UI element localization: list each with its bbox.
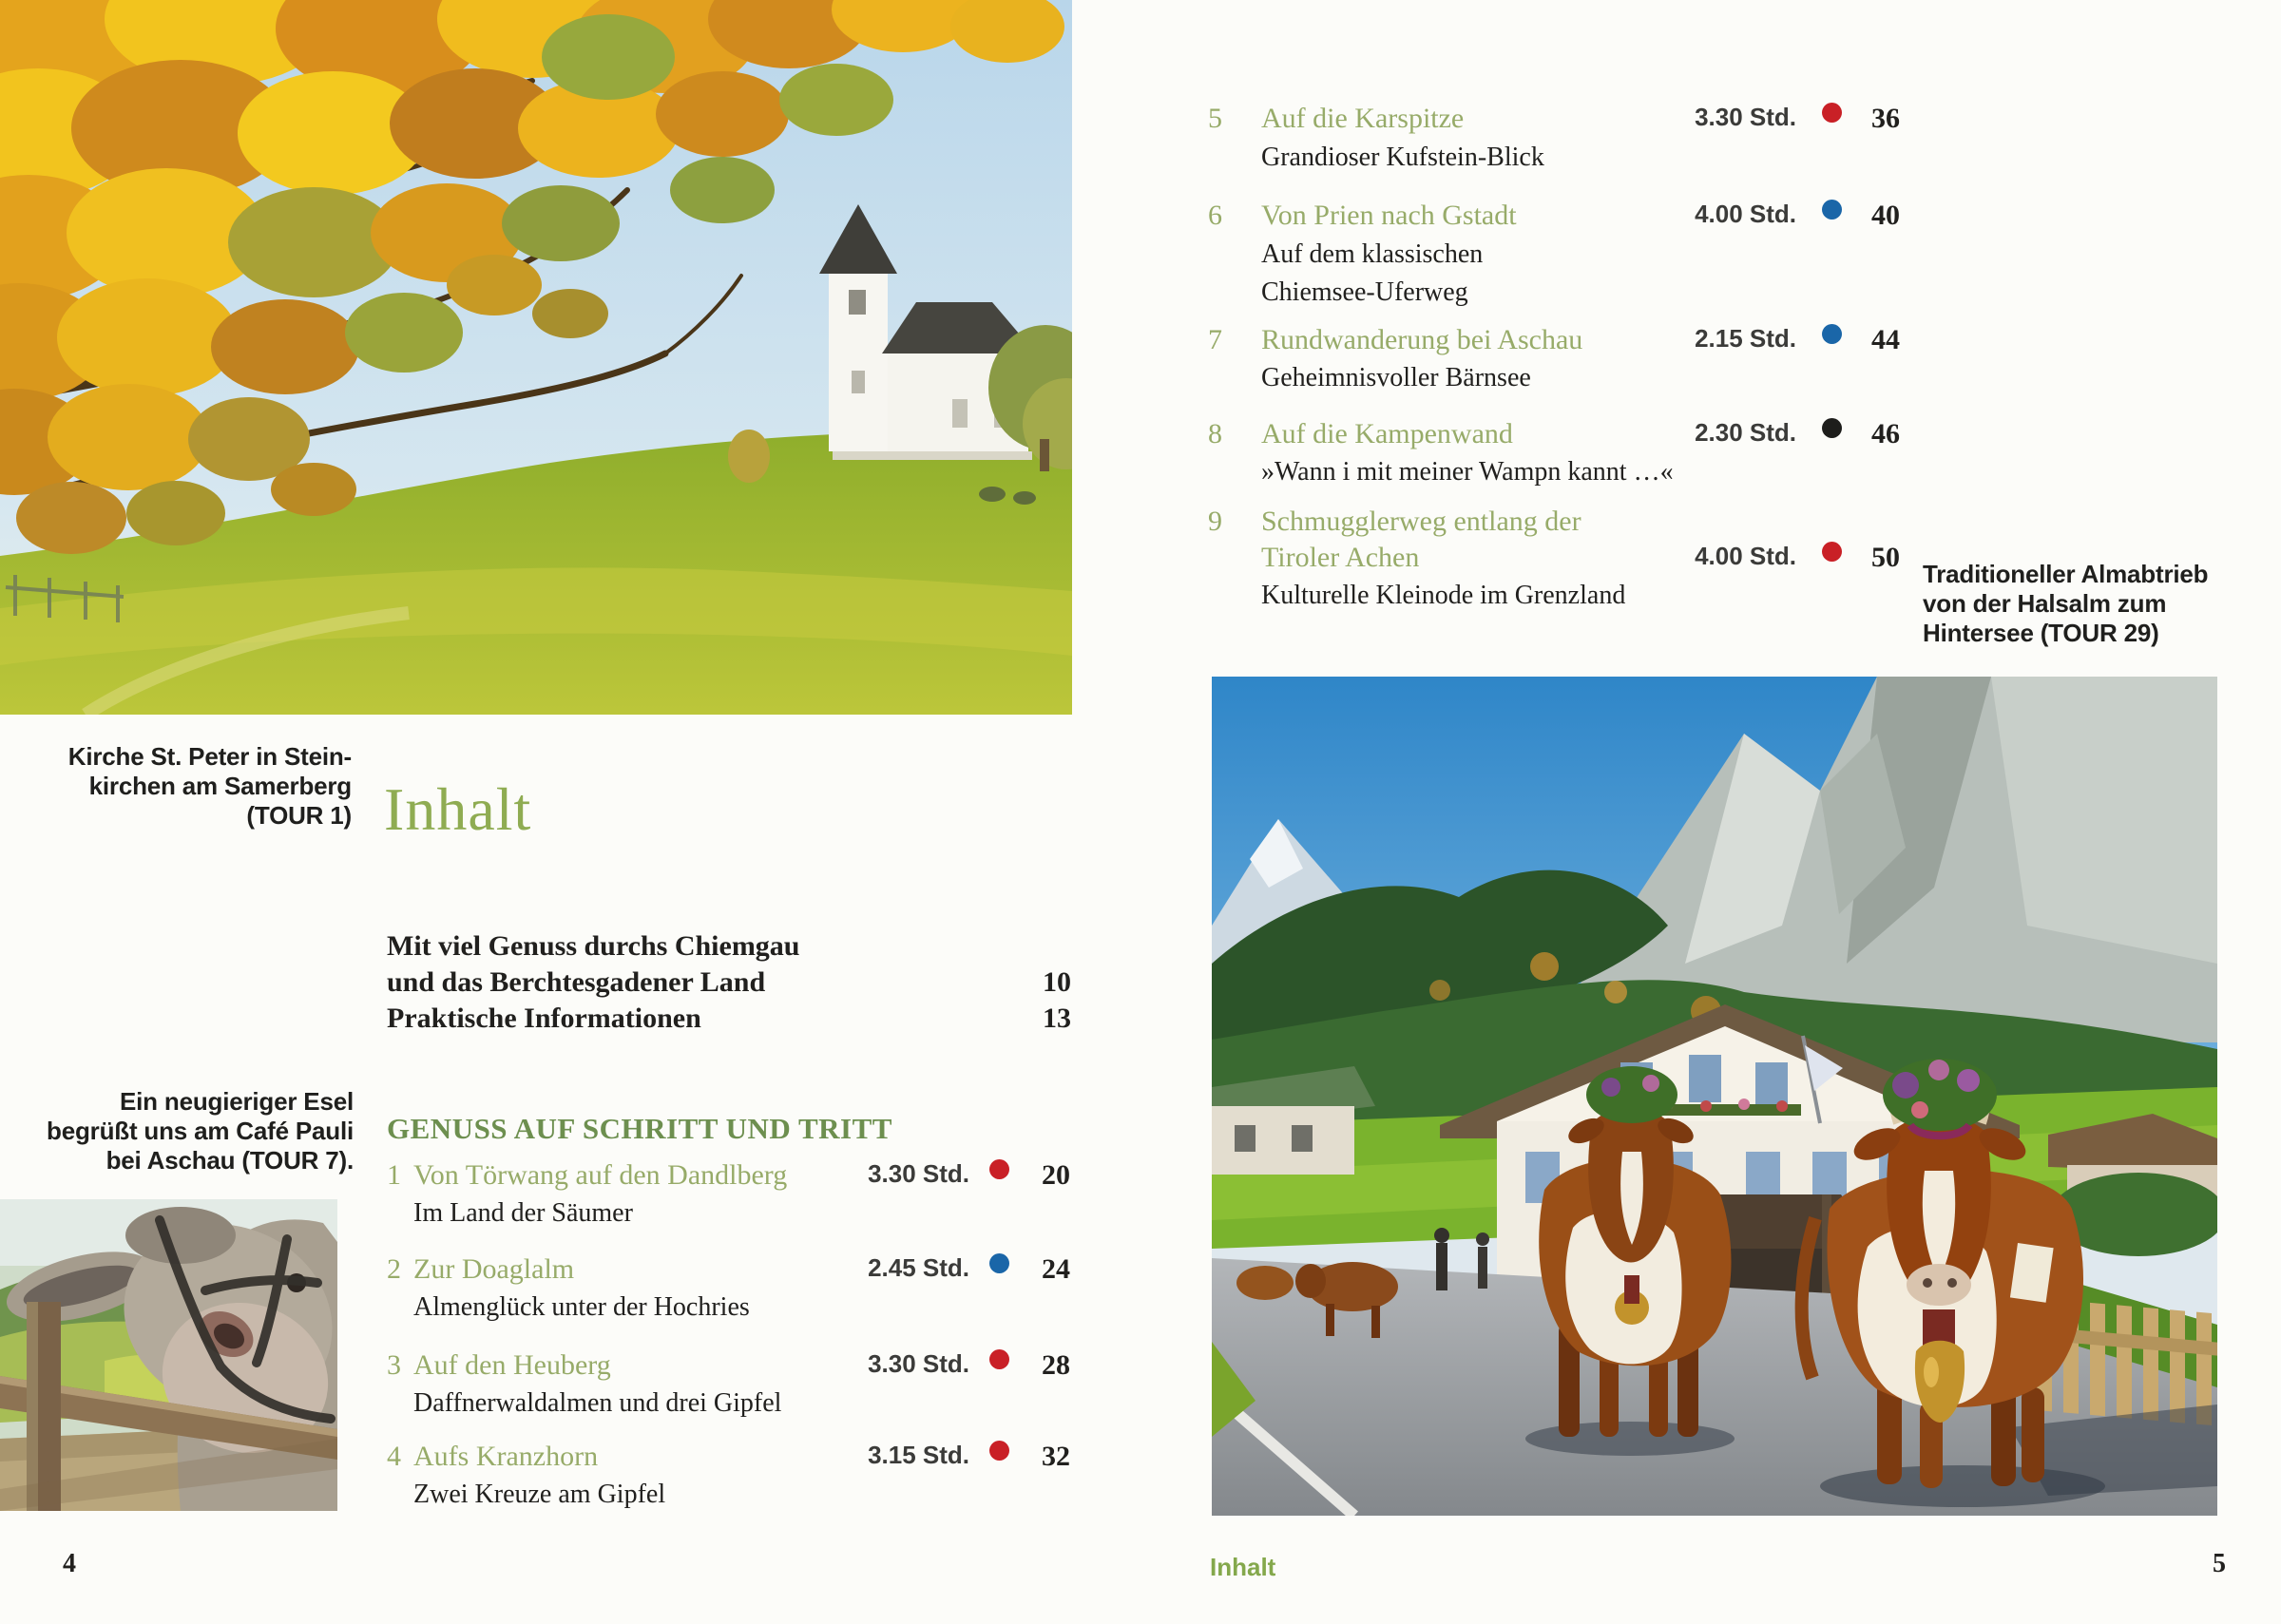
caption-line: Hintersee (TOUR 29) bbox=[1923, 619, 2159, 647]
tour-duration: 3.30 Std. bbox=[1695, 103, 1796, 131]
tour-title: Rundwanderung bei Aschau bbox=[1261, 324, 1583, 355]
page-title: Inhalt bbox=[384, 775, 532, 843]
difficulty-dot bbox=[1822, 103, 1842, 123]
difficulty-dot bbox=[1822, 324, 1842, 344]
tour-page-number: 36 bbox=[1871, 103, 1900, 134]
difficulty-dot bbox=[989, 1159, 1009, 1179]
caption-line: Kirche St. Peter in Stein- bbox=[67, 742, 352, 771]
tour-title: Tiroler Achen bbox=[1261, 542, 1420, 573]
tour-subtitle: Almenglück unter der Hochries bbox=[413, 1292, 750, 1322]
tour-title: Auf die Kampenwand bbox=[1261, 418, 1513, 449]
toc-section-heading: GENUSS AUF SCHRITT UND TRITT bbox=[387, 1112, 892, 1145]
tour-title: Auf die Karspitze bbox=[1261, 103, 1465, 134]
almabtrieb-graphic bbox=[1212, 677, 2217, 1516]
tour-number: 5 bbox=[1208, 103, 1222, 134]
tour-number: 7 bbox=[1208, 324, 1222, 355]
page-number-left: 4 bbox=[63, 1549, 76, 1578]
toc-entry-tour-8[interactable] bbox=[0, 418, 2281, 458]
tour-subtitle: Daffnerwaldalmen und drei Gipfel bbox=[413, 1388, 782, 1418]
tour-title: Schmugglerweg entlang der bbox=[1261, 506, 1581, 537]
donkey-graphic bbox=[0, 1199, 337, 1511]
tour-title: Von Törwang auf den Dandlberg bbox=[413, 1159, 788, 1191]
tour-number: 4 bbox=[387, 1441, 401, 1472]
tour-subtitle: Geheimnisvoller Bärnsee bbox=[1261, 363, 1531, 392]
difficulty-dot bbox=[1822, 418, 1842, 438]
toc-intro-label: und das Berchtesgadener Land bbox=[387, 966, 766, 998]
caption-line: (TOUR 1) bbox=[246, 801, 352, 830]
tour-duration: 3.30 Std. bbox=[868, 1349, 969, 1378]
caption-line: Traditioneller Almabtrieb bbox=[1923, 560, 2209, 588]
tour-page-number: 46 bbox=[1871, 418, 1900, 449]
tour-duration: 2.15 Std. bbox=[1695, 324, 1796, 353]
tour-subtitle: Chiemsee-Uferweg bbox=[1261, 277, 1468, 307]
difficulty-dot bbox=[989, 1441, 1009, 1461]
tour-number: 3 bbox=[387, 1349, 401, 1381]
toc-entry-tour-6[interactable] bbox=[0, 200, 2281, 239]
tour-page-number: 40 bbox=[1871, 200, 1900, 231]
tour-number: 8 bbox=[1208, 418, 1222, 449]
tour-page-number: 50 bbox=[1871, 542, 1900, 573]
toc-intro-entry[interactable] bbox=[387, 1003, 1071, 1041]
tour-duration: 2.45 Std. bbox=[868, 1253, 969, 1282]
tour-duration: 3.30 Std. bbox=[868, 1159, 969, 1188]
toc-intro-entry[interactable] bbox=[387, 930, 1071, 968]
caption-line: bei Aschau (TOUR 7). bbox=[105, 1146, 354, 1175]
photo-caption-cows bbox=[1923, 560, 2276, 648]
toc-intro-entry[interactable] bbox=[387, 966, 1071, 1004]
difficulty-dot bbox=[1822, 542, 1842, 562]
tour-subtitle: Kulturelle Kleinode im Grenzland bbox=[1261, 581, 1626, 610]
tour-page-number: 44 bbox=[1871, 324, 1900, 355]
tour-subtitle: Zwei Kreuze am Gipfel bbox=[413, 1480, 666, 1509]
tour-subtitle: Im Land der Säumer bbox=[413, 1198, 633, 1228]
tour-title: Zur Doaglalm bbox=[413, 1253, 575, 1285]
tour-title: Von Prien nach Gstadt bbox=[1261, 200, 1517, 231]
difficulty-dot bbox=[1822, 200, 1842, 220]
toc-page-number: 10 bbox=[1043, 966, 1071, 998]
tour-subtitle: Auf dem klassischen bbox=[1261, 239, 1484, 269]
footer-section-label: Inhalt bbox=[1210, 1553, 1276, 1581]
tour-subtitle: »Wann i mit meiner Wampn kannt …« bbox=[1261, 457, 1674, 487]
tour-page-number: 24 bbox=[1042, 1253, 1070, 1285]
toc-intro-label: Mit viel Genuss durchs Chiemgau bbox=[387, 930, 800, 962]
tour-number: 1 bbox=[387, 1159, 401, 1191]
tour-duration: 4.00 Std. bbox=[1695, 200, 1796, 228]
tour-title: Auf den Heuberg bbox=[413, 1349, 611, 1381]
caption-line: begrüßt uns am Café Pauli bbox=[47, 1117, 354, 1145]
photo-caption-donkey bbox=[38, 1087, 354, 1175]
caption-line: von der Halsalm zum bbox=[1923, 589, 2167, 618]
difficulty-dot bbox=[989, 1349, 1009, 1369]
tour-page-number: 28 bbox=[1042, 1349, 1070, 1381]
toc-entry-tour-5[interactable] bbox=[0, 103, 2281, 143]
caption-line: kirchen am Samerberg bbox=[88, 772, 352, 800]
tour-duration: 3.15 Std. bbox=[868, 1441, 969, 1469]
difficulty-dot bbox=[989, 1253, 1009, 1273]
tour-duration: 2.30 Std. bbox=[1695, 418, 1796, 447]
page-number-right: 5 bbox=[2213, 1549, 2226, 1578]
tour-number: 9 bbox=[1208, 506, 1222, 537]
photo-donkey bbox=[0, 1199, 337, 1511]
tour-number: 6 bbox=[1208, 200, 1222, 231]
toc-page-number: 13 bbox=[1043, 1003, 1071, 1034]
toc-entry-tour-9[interactable] bbox=[0, 506, 2281, 545]
tour-title: Aufs Kranzhorn bbox=[413, 1441, 599, 1472]
tour-page-number: 20 bbox=[1042, 1159, 1070, 1191]
tour-number: 2 bbox=[387, 1253, 401, 1285]
tour-duration: 4.00 Std. bbox=[1695, 542, 1796, 570]
photo-almabtrieb bbox=[1212, 677, 2217, 1516]
toc-entry-tour-7[interactable] bbox=[0, 324, 2281, 364]
tour-page-number: 32 bbox=[1042, 1441, 1070, 1472]
caption-line: Ein neugieriger Esel bbox=[120, 1087, 354, 1116]
photo-caption-church bbox=[38, 742, 352, 831]
tour-subtitle: Grandioser Kufstein-Blick bbox=[1261, 143, 1544, 172]
toc-intro-label: Praktische Informationen bbox=[387, 1003, 701, 1034]
